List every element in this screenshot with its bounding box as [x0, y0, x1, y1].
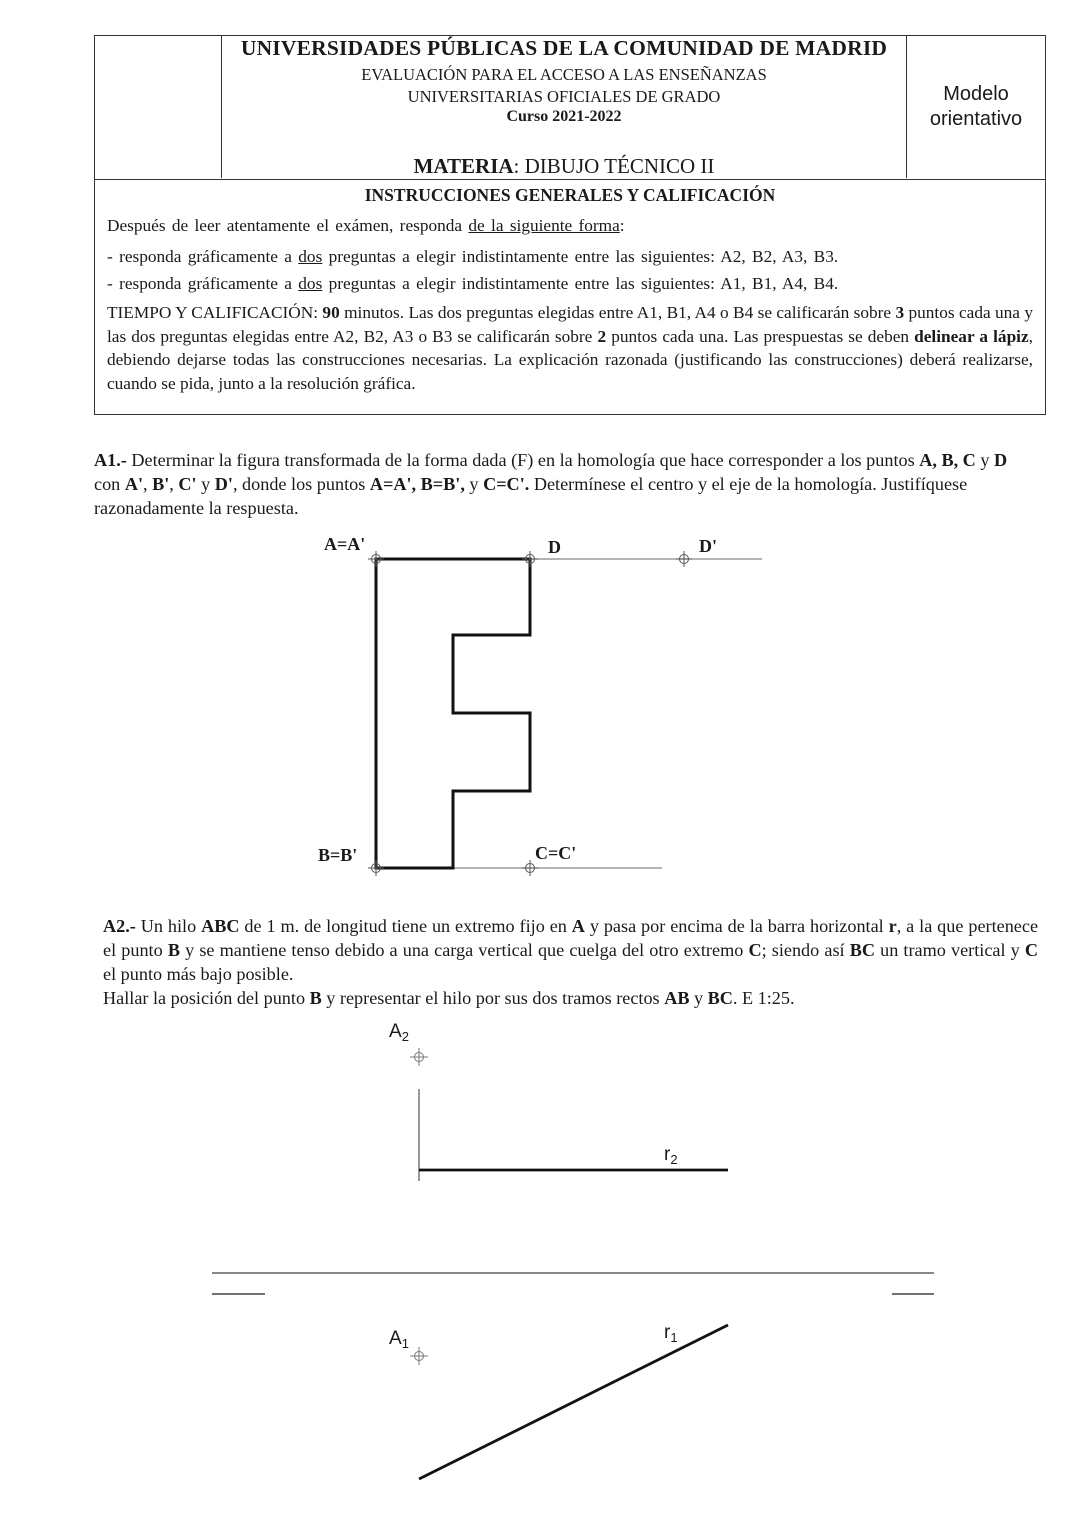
a2-text: , a la que pertenece el punto — [103, 916, 1039, 960]
r1-subscript: 1 — [670, 1330, 678, 1345]
a2-letter: A — [389, 1021, 402, 1042]
a1-bold: A, B, C — [919, 450, 976, 470]
intro-underlined: de la siguiente forma — [468, 215, 620, 235]
a2-bold: ABC — [201, 916, 240, 936]
point-marker-a — [368, 551, 384, 567]
a1-text: Determínese el centro y el eje de la homología. Justifíquese razonadamente la respuesta. — [94, 474, 968, 518]
a2-bold: BC — [707, 988, 733, 1008]
a2-bold: B — [309, 988, 322, 1008]
a1-text: y — [975, 450, 994, 470]
bar-r1-line — [419, 1325, 728, 1479]
a2-text: un tramo vertical y — [874, 940, 1025, 960]
label-a-equals-a-prime: A=A' — [324, 534, 366, 554]
r2-subscript: 2 — [670, 1152, 678, 1167]
a1-letter: A — [389, 1328, 402, 1349]
instructions-title: INSTRUCCIONES GENERALES Y CALIFICACIÓN — [364, 185, 776, 205]
timing-text-3: puntos cada una. Las prespuestas se deben — [606, 326, 915, 346]
intro-text: Después de leer atentamente el exámen, responda — [107, 215, 469, 235]
a2-text: de 1 m. de longitud tiene un extremo fijo en — [239, 916, 572, 936]
intro-colon: : — [619, 215, 625, 235]
a2-bold: r — [888, 916, 897, 936]
point-marker-a2 — [410, 1048, 428, 1066]
a1-text: con — [94, 474, 125, 494]
point-marker-a1 — [410, 1347, 428, 1365]
a2-text: Un hilo — [135, 916, 202, 936]
point-marker-b — [368, 860, 384, 876]
label-b-equals-b-prime: B=B' — [318, 845, 358, 865]
label-a1 — [389, 1328, 409, 1351]
point-marker-d — [522, 551, 538, 567]
timing-text-4: , debiendo dejarse todas las construcciones necesarias. La explicación razonada (justificando las construcciones) deberá realizarse, cuando se pida, junto a la resolución gráfica. — [107, 326, 1033, 393]
a1-bold: A' — [124, 474, 143, 494]
evaluation-line-1: EVALUACIÓN PARA EL ACCESO A LAS ENSEÑANZAS — [361, 65, 767, 84]
evaluation-line-2: UNIVERSITARIAS OFICIALES DE GRADO — [407, 87, 721, 106]
a1-text: Determinar la figura transformada de la forma dada (F) en la homología que hace corresponder a los puntos — [126, 450, 920, 470]
item1-rest: preguntas a elegir indistintamente entre las siguientes: A2, B2, A3, B3. — [322, 247, 839, 266]
a2-text: Hallar la posición del punto — [103, 988, 310, 1008]
a1-bold: D' — [214, 474, 233, 494]
a1-text: y — [464, 474, 484, 494]
a2-text: ; siendo así — [761, 940, 850, 960]
r2-letter: r — [664, 1144, 671, 1165]
r1-letter: r — [664, 1322, 671, 1343]
label-r1 — [664, 1322, 678, 1345]
a1-bold: A=A', B=B', — [369, 474, 465, 494]
question-a2-id: A2.- — [103, 916, 136, 936]
a2-bold: AB — [664, 988, 690, 1008]
a2-bold: BC — [849, 940, 875, 960]
point-marker-d-prime — [676, 551, 692, 567]
label-r2 — [664, 1144, 678, 1167]
subject-label: MATERIA — [413, 154, 514, 178]
a2-text: el punto más bajo posible. — [103, 964, 294, 984]
f-shape — [376, 559, 530, 868]
a2-bold: C — [1024, 940, 1039, 960]
item1-text: - responda gráficamente a — [107, 247, 299, 266]
a1-text: y — [196, 474, 215, 494]
points-a: 3 — [895, 303, 905, 322]
label-c-equals-c-prime: C=C' — [535, 843, 577, 863]
a1-text: , — [169, 474, 179, 494]
a2-text: y representar el hilo por sus dos tramos rectos — [321, 988, 665, 1008]
label-a2 — [389, 1021, 409, 1044]
a1-text: , — [143, 474, 153, 494]
timing-text-1: minutos. Las dos preguntas elegidas entre A1, B1, A4 o B4 se calificarán sobre — [339, 303, 896, 322]
a1-text: , donde los puntos — [232, 474, 370, 494]
points-b: 2 — [597, 326, 607, 346]
timing-bold: delinear a lápiz — [914, 326, 1029, 346]
subject-value: : DIBUJO TÉCNICO II — [513, 154, 715, 178]
course-year: Curso 2021-2022 — [506, 108, 622, 125]
a1-bold: B' — [152, 474, 170, 494]
university-title: UNIVERSIDADES PÚBLICAS DE LA COMUNIDAD DE MADRID — [240, 36, 888, 60]
timing-minutes: 90 — [322, 303, 340, 322]
question-a1-id: A1.- — [94, 450, 127, 470]
a2-subscript: 2 — [401, 1029, 409, 1044]
a2-text: y pasa por encima de la barra horizontal — [584, 916, 889, 936]
a2-text: y se mantiene tenso debido a una carga vertical que cuelga del otro extremo — [179, 940, 749, 960]
a2-bold: B — [167, 940, 180, 960]
a1-bold: C=C'. — [483, 474, 530, 494]
timing-text-2: puntos cada una y las dos preguntas elegidas entre A2, B2, A3 o B3 se calificarán sobre — [107, 303, 1034, 346]
badge-line-2: orientativo — [929, 108, 1023, 130]
item2-rest: preguntas a elegir indistintamente entre las siguientes: A1, B1, A4, B4. — [322, 273, 839, 293]
a2-text: . E 1:25. — [732, 988, 795, 1008]
item1-underlined: dos — [298, 247, 323, 266]
item2-text: - responda gráficamente a — [107, 273, 299, 293]
a2-text: y — [689, 988, 708, 1008]
timing-label: TIEMPO Y CALIFICACIÓN: — [107, 303, 323, 322]
label-d-prime: D' — [699, 536, 717, 556]
badge-line-1: Modelo — [943, 83, 1009, 105]
a1-bold: C' — [178, 474, 197, 494]
a1-bold: D — [994, 450, 1008, 470]
label-d: D — [548, 537, 561, 557]
a1-subscript: 1 — [401, 1336, 409, 1351]
item2-underlined: dos — [298, 273, 323, 293]
a2-bold: A — [571, 916, 585, 936]
a2-bold: C — [748, 940, 762, 960]
